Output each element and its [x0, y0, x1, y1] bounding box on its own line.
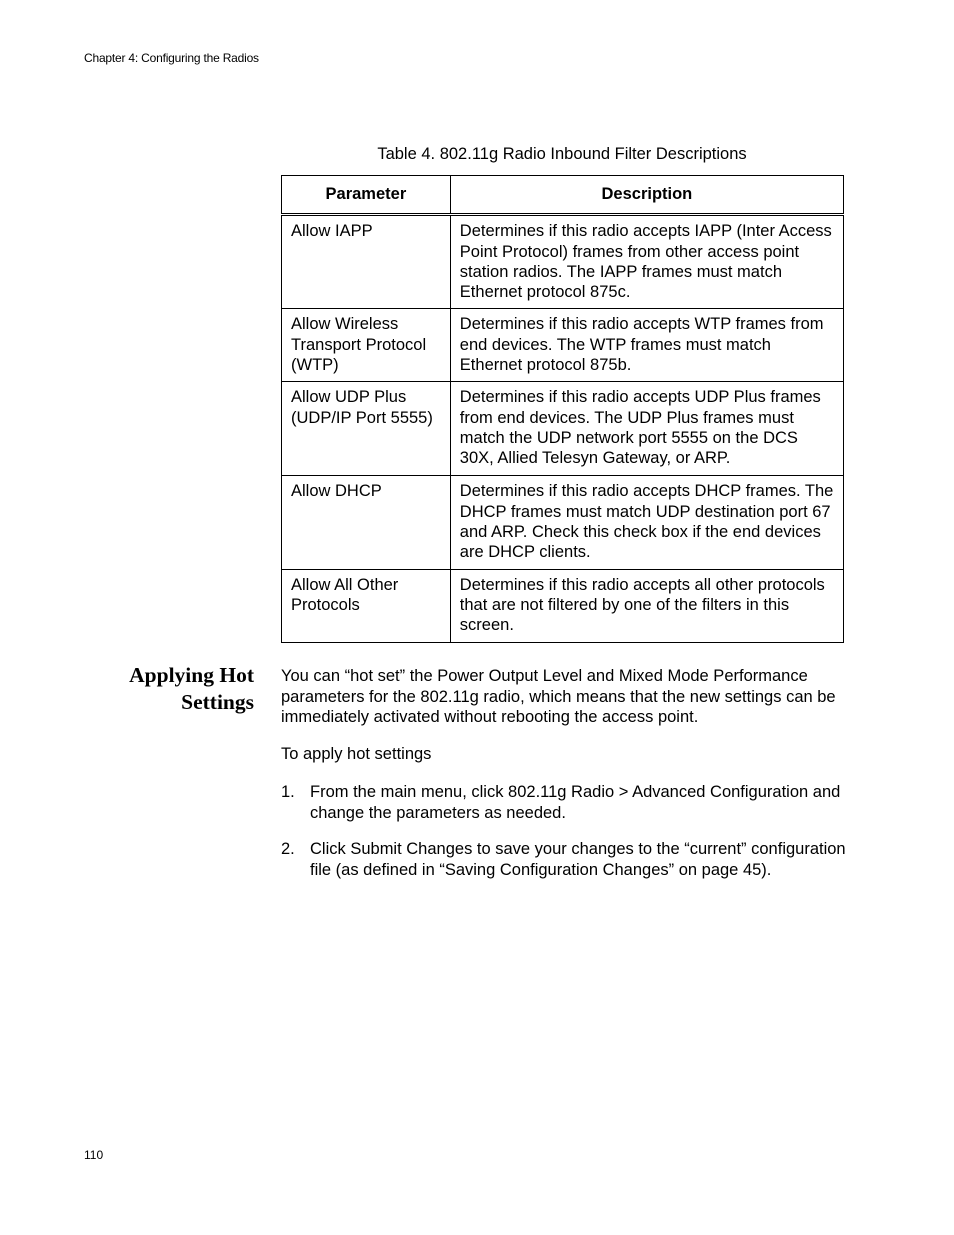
- section-heading: [129, 662, 254, 716]
- description-cell: Determines if this radio accepts DHCP frames. The DHCP frames must match UDP destination port 67 and ARP. Check this check box if the end devices are DHCP clients.: [450, 476, 843, 569]
- parameter-cell: Allow IAPP: [282, 215, 451, 309]
- step-text: From the main menu, click 802.11g Radio > Advanced Configuration and change the parameters as needed.: [310, 783, 841, 822]
- page-number: 110: [84, 1148, 104, 1162]
- description-cell: Determines if this radio accepts all other protocols that are not filtered by one of the filters in this screen.: [450, 569, 843, 642]
- column-header-description: Description: [450, 176, 843, 215]
- step-number: 1.: [281, 783, 295, 801]
- table-header-row: [282, 176, 844, 215]
- table-row: [282, 476, 844, 569]
- running-header: Chapter 4: Configuring the Radios: [84, 51, 259, 65]
- inbound-filter-table: [281, 175, 844, 643]
- parameter-cell: Allow All Other Protocols: [282, 569, 451, 642]
- list-item: [281, 839, 847, 880]
- table-row: [282, 569, 844, 642]
- list-item: [281, 782, 847, 823]
- parameter-cell: Allow UDP Plus (UDP/IP Port 5555): [282, 382, 451, 476]
- description-cell: Determines if this radio accepts IAPP (Inter Access Point Protocol) frames from other access point station radios. The IAPP frames must match Ethernet protocol 875c.: [450, 215, 843, 309]
- table-row: [282, 309, 844, 382]
- section-heading-line1: Applying Hot: [129, 663, 254, 687]
- table-caption: Table 4. 802.11g Radio Inbound Filter Descriptions: [377, 145, 747, 163]
- table-row: [282, 382, 844, 476]
- step-text: Click Submit Changes to save your changes to the “current” configuration file (as defined in “Saving Configuration Changes” on page 45).: [310, 840, 846, 879]
- parameter-cell: Allow Wireless Transport Protocol (WTP): [282, 309, 451, 382]
- table-row: [282, 215, 844, 309]
- section-heading-line2: Settings: [181, 690, 254, 714]
- description-cell: Determines if this radio accepts WTP frames from end devices. The WTP frames must match Ethernet protocol 875b.: [450, 309, 843, 382]
- column-header-parameter: Parameter: [282, 176, 451, 215]
- procedure-lead: To apply hot settings: [281, 745, 432, 763]
- description-cell: Determines if this radio accepts UDP Plus frames from end devices. The UDP Plus frames must match the UDP network port 5555 on the DCS 30X, Allied Telesyn Gateway, or ARP.: [450, 382, 843, 476]
- parameter-cell: Allow DHCP: [282, 476, 451, 569]
- step-number: 2.: [281, 840, 295, 858]
- intro-paragraph: You can “hot set” the Power Output Level and Mixed Mode Performance parameters for the 802.11g radio, which means that the new settings can be immediately activated without rebooting the access point.: [281, 667, 836, 726]
